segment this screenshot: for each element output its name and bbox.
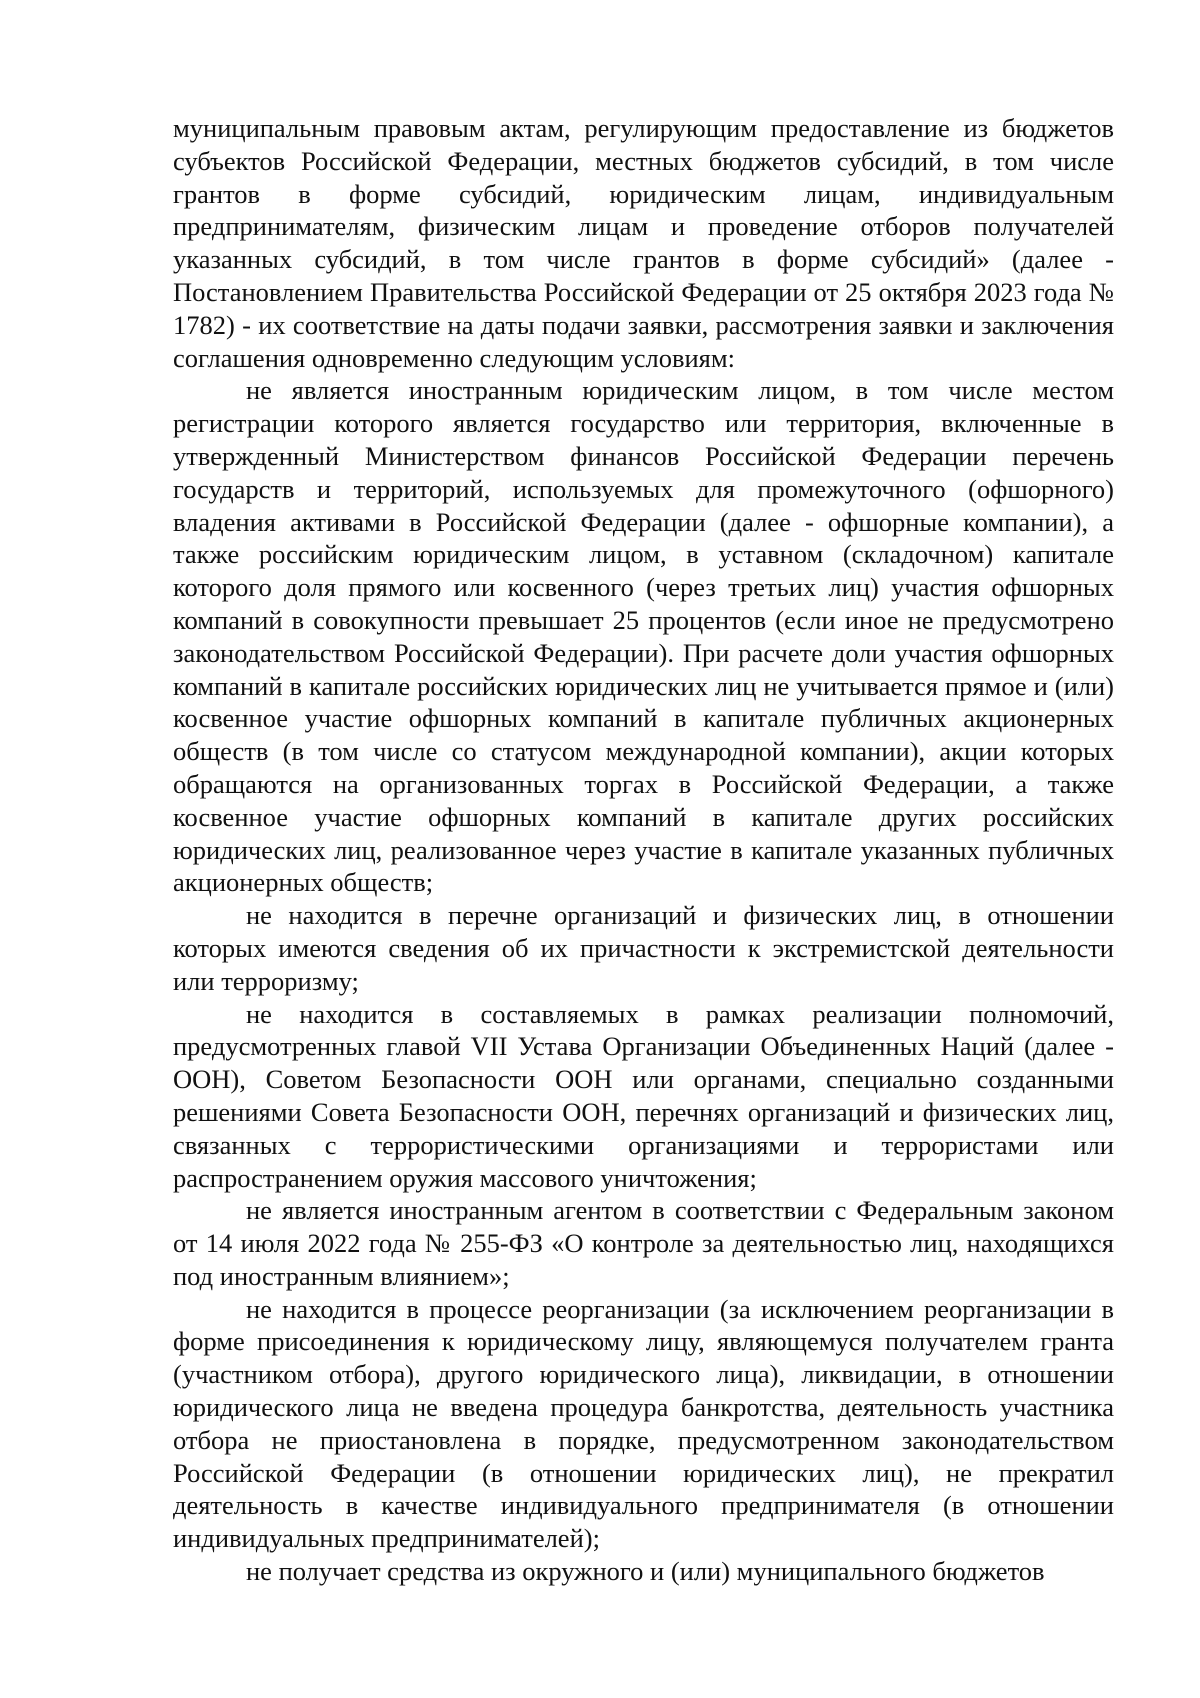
paragraph-un-sanctions-condition: не находится в составляемых в рамках реализации полномочий, предусмотренных главой VII Устава Организации Объединенных Наций (далее - ООН), Советом Безопасности ООН или органами, специально созданными решениями Совета Безопасности ООН, перечнях организаций и физических лиц, связанных с террористическими организациями и террористами или распространением оружия массового уничтожения; [173, 998, 1114, 1193]
document-body [173, 112, 1114, 1588]
paragraph-continuation: муниципальным правовым актам, регулирующим предоставление из бюджетов субъектов Российской Федерации, местных бюджетов субсидий, в том числе грантов в форме субсидий, юридическим лицам, индивидуальным предпринимателям, физическим лицам и проведение отборов получателей указанных субсидий, в том числе грантов в форме субсидий» (далее - Постановлением Правительства Российской Федерации от 25 октября 2023 года № 1782) - их соответствие на даты подачи заявки, рассмотрения заявки и заключения соглашения одновременно следующим условиям: [173, 113, 1114, 373]
paragraph-budget-funds-condition: не получает средства из окружного и (или) муниципального бюджетов [246, 1556, 1045, 1587]
paragraph-offshore-condition: не является иностранным юридическим лицом, в том числе местом регистрации которого является государство или территория, включенные в утвержденный Министерством финансов Российской Федерации перечень государств и территорий, используемых для промежуточного (офшорного) владения активами в Российской Федерации (далее - офшорные компании), а также российским юридическим лицом, в уставном (складочном) капитале которого доля прямого или косвенного (через третьих лиц) участия офшорных компаний в совокупности превышает 25 процентов (если иное не предусмотрено законодательством Российской Федерации). При расчете доли участия офшорных компаний в капитале российских юридических лиц не учитывается прямое и (или) косвенное участие офшорных компаний в капитале публичных акционерных обществ (в том числе со статусом международной компании), акции которых обращаются на организованных торгах в Российской Федерации, а также косвенное участие офшорных компаний в капитале других российских юридических лиц, реализованное через участие в капитале указанных публичных акционерных обществ; [173, 375, 1114, 898]
paragraph-reorganization-condition: не находится в процессе реорганизации (за исключением реорганизации в форме присоединения к юридическому лицу, являющемуся получателем гранта (участником отбора), другого юридического лица), ликвидации, в отношении юридического лица не введена процедура банкротства, деятельность участника отбора не приостановлена в порядке, предусмотренном законодательством Российской Федерации (в отношении юридических лиц), не прекратил деятельность в качестве индивидуального предпринимателя (в отношении индивидуальных предпринимателей); [173, 1293, 1114, 1554]
paragraph-foreign-agent-condition: не является иностранным агентом в соответствии с Федеральным законом от 14 июля 2022 года № 255-ФЗ «О контроле за деятельностью лиц, находящихся под иностранным влиянием»; [173, 1195, 1114, 1291]
paragraph-extremism-condition: не находится в перечне организаций и физических лиц, в отношении которых имеются сведения об их причастности к экстремистской деятельности или терроризму; [173, 900, 1114, 996]
